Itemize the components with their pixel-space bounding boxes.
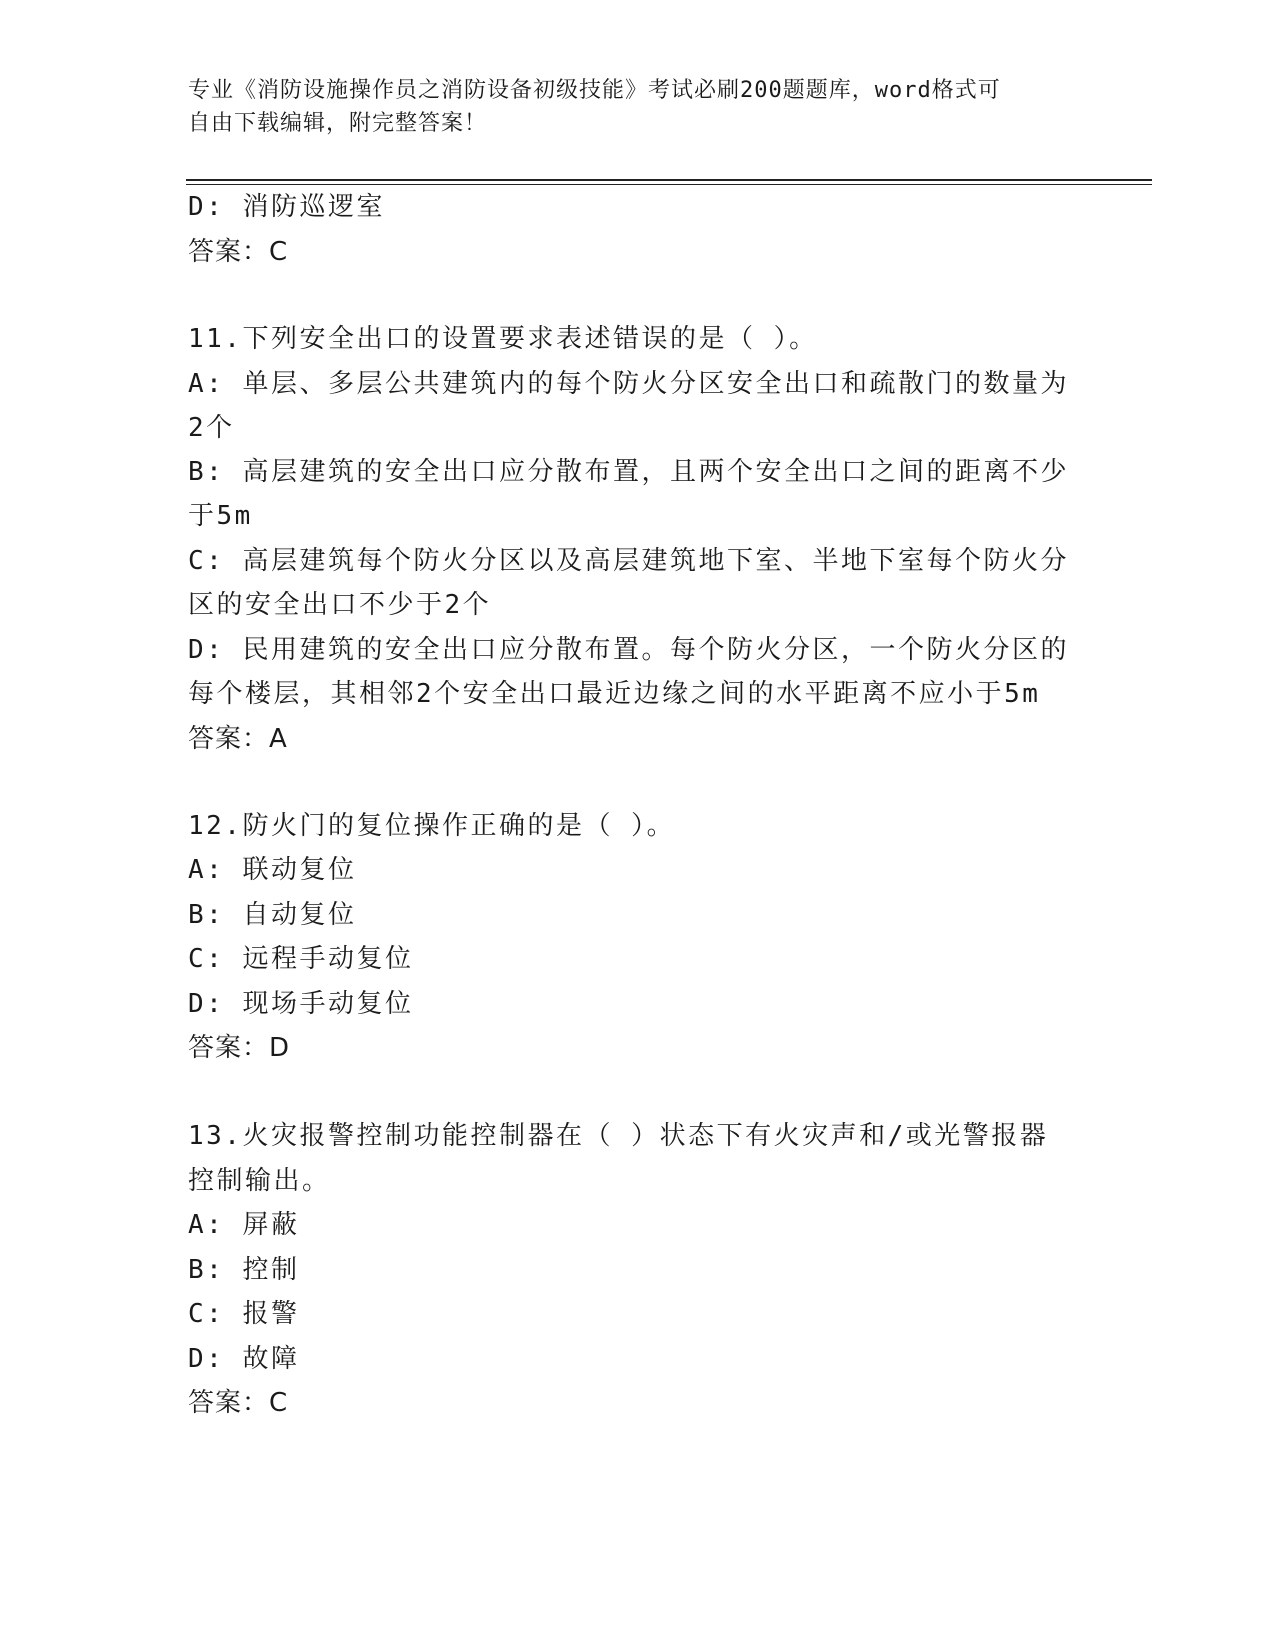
q11-option-c-line-1: C: 高层建筑每个防火分区以及高层建筑地下室、半地下室每个防火分 — [188, 546, 1069, 576]
q11-option-a-line-1: A: 单层、多层公共建筑内的每个防火分区安全出口和疏散门的数量为 — [188, 369, 1069, 399]
q13-option-b: B: 控制 — [188, 1255, 300, 1285]
q13-answer: 答案：C — [188, 1388, 289, 1418]
q12-answer: 答案：D — [188, 1033, 291, 1063]
q12-stem: 12.防火门的复位操作正确的是（ ）。 — [188, 811, 676, 841]
prev-answer: 答案：C — [188, 237, 289, 267]
q11-option-b-line-2: 于5m — [188, 501, 253, 531]
q11-option-a-line-2: 2个 — [188, 413, 235, 443]
q11-answer: 答案：A — [188, 724, 288, 754]
header-divider-thin — [186, 184, 1152, 185]
q13-option-c: C: 报警 — [188, 1299, 300, 1329]
q12-option-c: C: 远程手动复位 — [188, 944, 414, 974]
header-line-2: 自由下载编辑，附完整答案！ — [188, 111, 488, 136]
q11-option-c-line-2: 区的安全出口不少于2个 — [188, 590, 492, 620]
q11-option-d-line-2: 每个楼层，其相邻2个安全出口最近边缘之间的水平距离不应小于5m — [188, 679, 1041, 709]
q13-option-d: D: 故障 — [188, 1344, 300, 1374]
prev-option-d: D: 消防巡逻室 — [188, 192, 385, 222]
q11-option-d-line-1: D: 民用建筑的安全出口应分散布置。每个防火分区，一个防火分区的 — [188, 635, 1069, 665]
document-header — [188, 74, 1068, 140]
q12-option-a: A: 联动复位 — [188, 855, 357, 885]
q13-option-a: A: 屏蔽 — [188, 1210, 300, 1240]
q11-stem: 11.下列安全出口的设置要求表述错误的是（ ）。 — [188, 324, 818, 354]
q12-option-d: D: 现场手动复位 — [188, 989, 414, 1019]
q11-option-b-line-1: B: 高层建筑的安全出口应分散布置，且两个安全出口之间的距离不少 — [188, 457, 1069, 487]
q13-stem-line-1: 13.火灾报警控制功能控制器在（ ）状态下有火灾声和/或光警报器 — [188, 1121, 1049, 1151]
q12-option-b: B: 自动复位 — [188, 900, 357, 930]
header-line-1: 专业《消防设施操作员之消防设备初级技能》考试必刷200题题库，word格式可 — [188, 78, 1001, 103]
header-divider-thick — [186, 179, 1152, 181]
q13-stem-line-2: 控制输出。 — [188, 1166, 331, 1196]
